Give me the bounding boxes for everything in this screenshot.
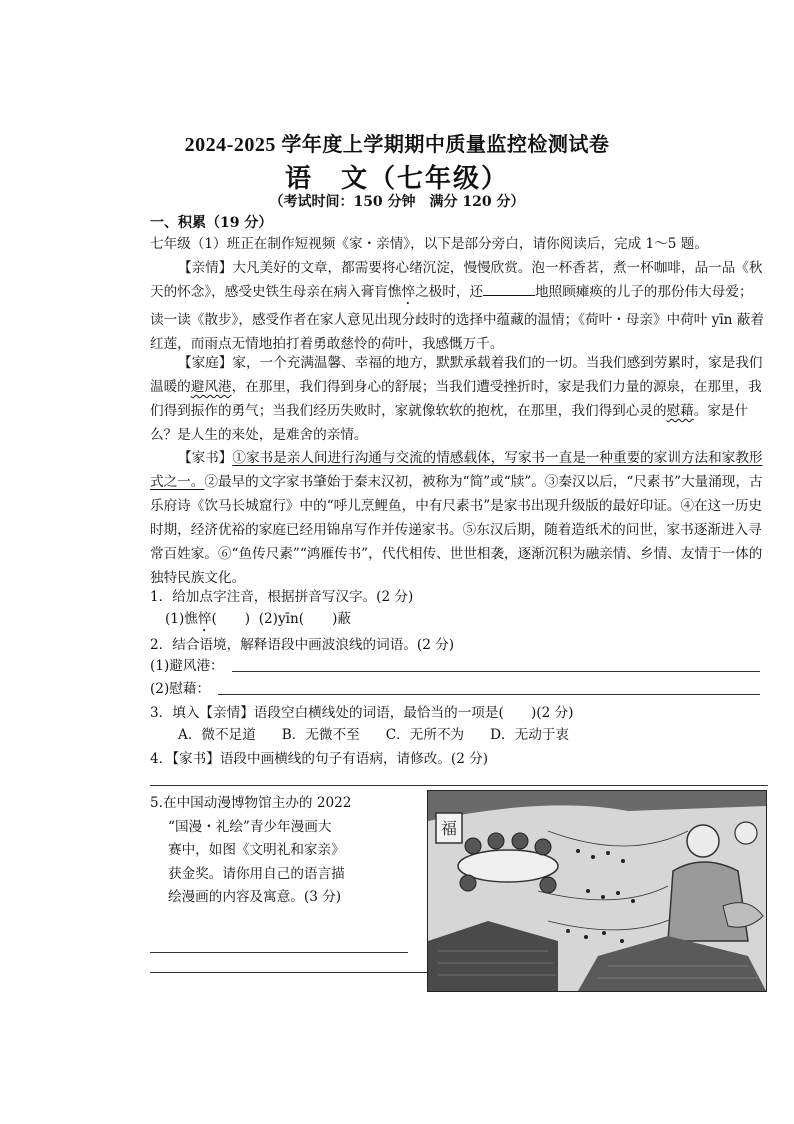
q2-item2-label: (2)慰藉： — [150, 681, 211, 697]
qinqing-text-4: 地照顾瘫痪的儿子的那份伟大母爱；读一读《散步》，感受作者在家人意见出现分歧时的选择中蕴藏的温情；《荷叶・母亲》中荷叶 yīn 蔽着红莲，而雨点无情地拍打着勇敢慈怜的荷叶，我感慨万千。 — [150, 284, 764, 352]
q3-option-c[interactable]: C．无所不为 — [385, 727, 465, 743]
question-4: 4．【家书】语段中画横线的句子有语病，请修改。(2 分) — [150, 751, 489, 767]
art-fu-char: 福 — [440, 819, 458, 838]
art-child-head — [735, 822, 757, 844]
q1-item1-paren-close: ) — [244, 611, 251, 627]
jiating-text-3: 。家是什么？是人生的来处，是难舍的亲情。 — [150, 403, 749, 443]
q1-item2-paren-open: ( — [298, 611, 305, 627]
wavy-word-1: 避风港 — [190, 379, 232, 395]
tag-qinqing: 【亲情】 — [178, 260, 233, 276]
question-3: 3．填入【亲情】语段空白横线处的词语，最恰当的一项是( )(2 分) — [150, 705, 574, 721]
art-grandpa-body — [668, 862, 748, 941]
q5-line-1: 5.在中国动漫博物馆主办的 2022 — [150, 795, 352, 811]
section-intro: 七年级（1）班正在制作短视频《家・亲情》，以下是部分旁白，请你阅读后，完成 1～5 题。 — [150, 236, 708, 252]
q3-option-b[interactable]: B．无微不至 — [281, 727, 360, 743]
jiashu-text: ②最早的文字家书肇始于秦末汉初，被称为“简”或“牍”。③秦汉以后，“尺素书”大量涌现，古乐府诗《饮马长城窟行》中的“呼儿烹鲤鱼，中有尺素书”是家书出现升级版的最好印证。④在这一历史时期，经济优裕的家庭已经用锦帛写作并传递家书。⑤东汉后期，随着造纸术的问世，家书逐渐进入寻常百姓家。⑥“鱼传尺素”“鸿雁传书”，代代相传、世世相袭，逐渐沉积为融亲情、乡情、友情于一体的独特民族文化。 — [150, 474, 763, 586]
jiating-text-1: 家，一个充满温馨、幸福的地方，默默承载着我们的一切。当我们感到劳累时，家是我们温暖的 — [150, 355, 763, 395]
question-1: 1．给加点字注音，根据拼音写汉字。(2 分) — [150, 589, 414, 605]
q5-answer-line-2[interactable] — [150, 972, 428, 973]
q2-item1-label: (1)避风港： — [150, 658, 224, 674]
exam-title: 2024-2025 学年度上学期期中质量监控检测试卷 — [184, 134, 610, 156]
q1-item1-label: (1)憔 — [165, 611, 198, 627]
q1-item1-paren-open: ( — [211, 611, 217, 627]
q5-answer-line-1[interactable] — [150, 952, 408, 953]
exam-info: （考试时间：150 分钟 满分 120 分） — [269, 194, 525, 210]
paragraph-qinqing — [150, 256, 764, 356]
qinqing-text-1: 大凡美好的文章，都需要将心绪沉淀，慢慢欣赏。泡一杯香茗，煮一杯咖啡，品一品《秋天的怀念》，感受史铁生母亲在病入膏肓 — [150, 260, 763, 300]
q5-line-5: 绘漫画的内容及寓意。(3 分) — [168, 889, 342, 905]
q5-line-2: “国漫・礼绘”青少年漫画大 — [168, 818, 332, 835]
q3-option-d[interactable]: D．无动于衷 — [490, 727, 570, 743]
q2-answer-line-1[interactable] — [232, 671, 760, 672]
question-5 — [150, 792, 410, 910]
q2-answer-line-2[interactable] — [218, 694, 760, 695]
qinqing-blank — [483, 281, 535, 296]
question-1-items — [165, 608, 351, 635]
q1-item1-dotted-char: 悴 — [197, 611, 212, 627]
qinqing-char: 憔 — [387, 284, 402, 300]
section-heading: 一、积累（19 分） — [150, 215, 273, 231]
wavy-word-2: 慰藉 — [666, 403, 694, 419]
tag-jiashu: 【家书】 — [178, 450, 233, 466]
q1-item2-paren-close: )蔽 — [332, 611, 351, 627]
cartoon-illustration — [427, 790, 767, 992]
q5-line-4: 获金奖。请你用自己的语言描 — [168, 865, 345, 882]
art-grandpa-head — [687, 825, 719, 857]
question-2: 2．结合语境，解释语段中画波浪线的词语。(2 分) — [150, 637, 455, 653]
paragraph-jiashu — [150, 446, 764, 590]
q4-answer-line[interactable] — [150, 785, 768, 786]
subject-title: 语 文（七年级） — [284, 164, 509, 194]
q5-line-3: 赛中，如图《文明礼和家亲》 — [168, 842, 345, 858]
underlined-sentence: ①家书是亲人间进行沟通与交流的情感载体，写家书一直是一种重要的家训方法和家教形式之一。 — [150, 450, 763, 490]
cartoon-svg — [428, 791, 766, 991]
question-3-options — [178, 724, 595, 746]
q3-option-a[interactable]: A．微不足道 — [178, 727, 256, 743]
q1-item2-label: (2)yīn — [258, 611, 299, 627]
qinqing-dotted-char: 悴 — [401, 284, 416, 300]
jiating-text-2: ，在那里，我们得到身心的舒展；当我们遭受挫折时，家是我们力量的源泉，在那里，我们得到振作的勇气；当我们经历失败时，家就像软软的抱枕，在那里，我们得到心灵的 — [150, 379, 762, 419]
qinqing-text-3: 之极时，还 — [415, 284, 484, 300]
paragraph-jiating — [150, 351, 764, 447]
tag-jiating: 【家庭】 — [178, 355, 233, 371]
